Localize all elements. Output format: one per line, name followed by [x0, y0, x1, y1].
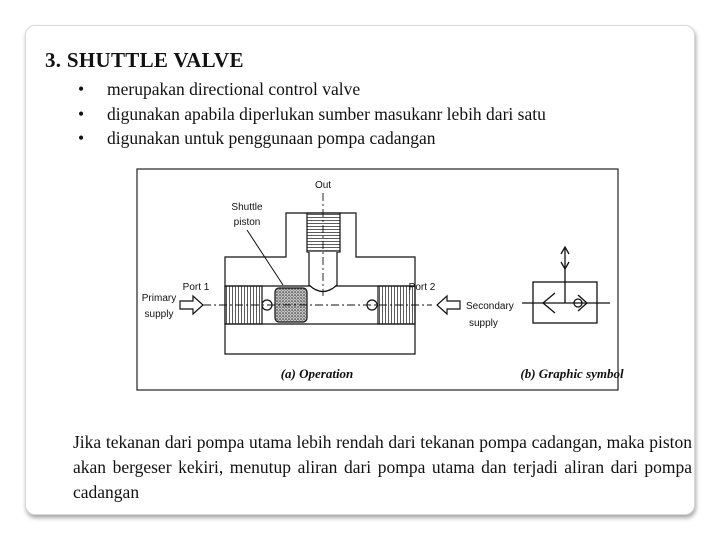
bullet-icon: •: [78, 103, 85, 124]
bullet-icon: •: [78, 79, 85, 99]
primary-label: supply: [144, 309, 174, 320]
port2-label: Port 2: [408, 282, 436, 293]
bullet-icon: •: [78, 128, 85, 148]
secondary-label: supply: [469, 318, 498, 329]
caption-graphic-symbol: (b) Graphic symbol: [520, 366, 624, 381]
bullet-text: merupakan directional control valve: [107, 79, 361, 99]
out-label: Out: [314, 180, 332, 191]
bullet-text: digunakan untuk penggunaan pompa cadangan: [107, 128, 436, 148]
caption-operation: (a) Operation: [280, 366, 354, 381]
slide-title: 3. SHUTTLE VALVE: [45, 48, 244, 72]
shuttle-label: Shuttle: [231, 202, 263, 213]
primary-label: Primary: [141, 293, 177, 304]
bullet-text: digunakan apabila diperlukan sumber masukanr lebih dari satu: [107, 103, 546, 124]
port1-label: Port 1: [182, 282, 210, 293]
explanation-paragraph: Jika tekanan dari pompa utama lebih rendah dari tekanan pompa cadangan, maka piston akan bergeser kekiri, menutup aliran dari pompa utama dan terjadi aliran dari pompa cadangan: [73, 432, 692, 502]
shuttle-label: piston: [233, 217, 261, 228]
secondary-label: Secondary: [466, 301, 514, 312]
